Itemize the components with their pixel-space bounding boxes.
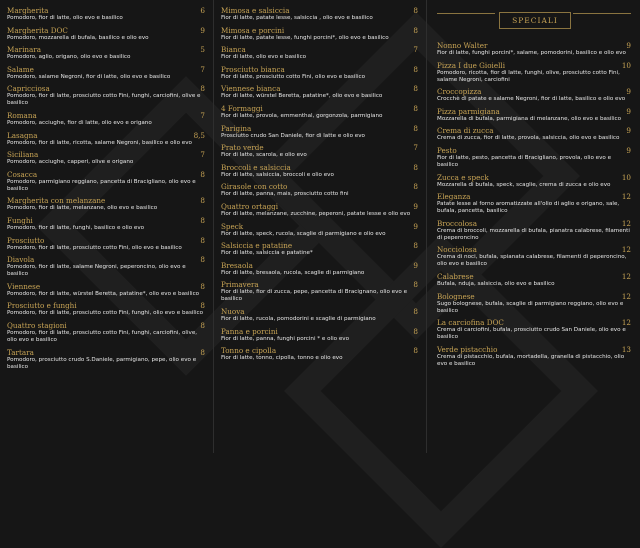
menu-item-header — [437, 318, 631, 327]
menu-item-name: Pesto — [437, 145, 457, 155]
menu-item-name: Bianca — [221, 45, 246, 55]
menu-column-2 — [213, 0, 426, 453]
menu-item-description: Fior di latte, melanzane, zucchine, peperoni, patate lesse e olio evo — [221, 210, 411, 217]
menu-item-name: Romana — [7, 110, 37, 120]
menu-item — [7, 216, 205, 232]
menu-item-description: Crema di noci, bufala, spianata calabrese, filamenti di peperoncino, olio evo e basilico — [437, 254, 627, 268]
menu-item — [437, 41, 631, 57]
menu-item-price: 8 — [413, 84, 418, 94]
menu-item — [437, 61, 631, 84]
menu-item-name: La carciofina DOC — [437, 318, 504, 328]
menu-item-description: Fior di latte, olio evo e basilico — [221, 54, 307, 61]
menu-item-header — [7, 45, 205, 54]
menu-item — [221, 143, 418, 159]
menu-item-description: Crema di pistacchio, bufala, mortadella, granella di pistacchio, olio evo e basilico — [437, 353, 625, 367]
menu-item-price: 9 — [626, 87, 631, 97]
menu-item-header — [437, 126, 631, 135]
menu-item-name: Panna e porcini — [221, 326, 278, 336]
menu-item-price: 9 — [413, 221, 418, 231]
menu-item-price: 7 — [200, 150, 205, 160]
menu-item-price: 8 — [413, 162, 418, 172]
menu-item-price: 9 — [413, 201, 418, 211]
menu-item-description: Pomodoro, aglio, origano, olio evo e basilico — [7, 54, 131, 61]
menu-item-price: 9 — [626, 126, 631, 136]
menu-item — [437, 173, 631, 189]
menu-item-description: Pomodoro, fior di latte, prosciutto cotto Fini, funghi, olio evo e basilico — [7, 310, 204, 317]
menu-item-price: 8,5 — [193, 130, 205, 140]
menu-item — [437, 87, 631, 103]
menu-item — [437, 245, 631, 268]
menu-item-header — [221, 65, 418, 74]
menu-item-price: 7 — [200, 64, 205, 74]
menu-item-price: 8 — [413, 64, 418, 74]
menu-item — [7, 301, 205, 317]
specials-line-left — [437, 13, 495, 14]
menu-item — [221, 6, 418, 22]
menu-item-price: 12 — [621, 218, 631, 228]
menu-item-price: 8 — [413, 280, 418, 290]
menu-item-description: Fior di latte, pesto, pancetta di Bracigliano, provola, olio evo e basilico — [437, 154, 612, 168]
menu-item-header — [7, 131, 205, 140]
menu-item-name: Lasagna — [7, 130, 38, 140]
menu-item-name: Broccolosa — [437, 218, 478, 228]
menu-item — [221, 84, 418, 100]
menu-item-price: 12 — [621, 291, 631, 301]
menu-item-name: Bolognese — [437, 291, 475, 301]
menu-item-header — [7, 150, 205, 159]
menu-item-name: Margherita con melanzane — [7, 196, 106, 206]
menu-item-header — [221, 143, 418, 152]
menu-item-header — [221, 280, 418, 289]
menu-item-description: Crema di broccoli, mozzarella di bufala, pianatra calabrese, filamenti di peperoncino — [437, 227, 630, 241]
menu-item — [7, 348, 205, 371]
menu-item-price: 9 — [626, 145, 631, 155]
menu-item-header — [7, 282, 205, 291]
menu-item-name: Mimosa e salsiccia — [221, 6, 290, 15]
menu-item-price: 8 — [413, 182, 418, 192]
menu-item — [437, 272, 631, 288]
specials-title: SPECIALI — [512, 16, 558, 25]
menu-item-price: 8 — [200, 169, 205, 179]
menu-item — [7, 255, 205, 278]
menu-item-name: Prato verde — [221, 143, 264, 153]
menu-item-header — [221, 6, 418, 15]
menu-item-price: 5 — [200, 45, 205, 55]
menu-item-price: 8 — [200, 215, 205, 225]
menu-item-name: Salame — [7, 64, 34, 74]
menu-item-name: Croccopizza — [437, 87, 482, 97]
menu-item-price: 12 — [621, 192, 631, 202]
menu-item-name: Tonno e cipolla — [221, 346, 277, 356]
menu-item-name: Nuova — [221, 306, 245, 316]
menu-item — [7, 150, 205, 166]
menu-item-header — [7, 216, 205, 225]
menu-item-price: 6 — [200, 6, 205, 15]
menu-item-description: Pomodoro, mozzarella di bufala, basilico e olio evo — [7, 34, 149, 41]
menu-item-name: Pizza parmigiana — [437, 106, 500, 116]
menu-item-header — [7, 6, 205, 15]
menu-item-header — [7, 321, 205, 330]
menu-item-name: Tartara — [7, 347, 34, 357]
menu-item-description: Pomodoro, prosciutto crudo S.Daniele, parmigiano, pepe, olio evo e basilico — [7, 356, 197, 370]
menu-item — [7, 111, 205, 127]
menu-item — [7, 26, 205, 42]
menu-item-price: 9 — [626, 106, 631, 116]
menu-item-name: Diavola — [7, 255, 35, 265]
menu-item-price: 9 — [200, 25, 205, 35]
menu-item-name: Prosciutto e funghi — [7, 301, 77, 311]
menu-item — [221, 104, 418, 120]
menu-item-price: 8 — [200, 235, 205, 245]
menu-item — [221, 222, 418, 238]
menu-item-price: 8 — [413, 326, 418, 336]
menu-item-name: Nocciolosa — [437, 245, 477, 255]
menu-item-description: Fior di latte, scarola, e olio evo — [221, 152, 307, 159]
menu-item — [437, 192, 631, 215]
menu-item-header — [221, 84, 418, 93]
menu-item-header — [7, 84, 205, 93]
menu-item-header — [7, 65, 205, 74]
menu-item-price: 12 — [621, 245, 631, 255]
menu-item-price: 10 — [621, 60, 631, 70]
menu-item-name: Cosacca — [7, 169, 38, 179]
menu-item — [221, 65, 418, 81]
menu-item-description: Crema di zucca, fior di latte, provola, salsiccia, olio evo e basilico — [437, 135, 620, 142]
menu-item-name: Parigina — [221, 123, 252, 133]
menu-item-description: Fior di latte, würstel Beretta, patatine*, olio evo e basilico — [221, 93, 383, 100]
menu-item-name: Viennese — [7, 281, 41, 291]
menu-item-header — [437, 272, 631, 281]
menu-item-header — [7, 170, 205, 179]
menu-item — [221, 241, 418, 257]
menu-item-description: Crema di carciofini, bufala, prosciutto crudo San Daniele, olio evo e basilico — [437, 327, 626, 341]
menu-item-header — [221, 261, 418, 270]
menu-item-header — [437, 219, 631, 228]
menu-item-description: Patate lesse al forno aromatizzate all'olio di aglio e origano, sale, bufala, pancetta, basilico — [437, 201, 620, 215]
menu-item-header — [221, 124, 418, 133]
menu-item-name: Prosciutto — [7, 235, 45, 245]
menu-item-description: Pomodoro, fior di latte, olio evo e basilico — [7, 15, 123, 21]
menu-item — [221, 261, 418, 277]
menu-column-specials — [426, 0, 639, 453]
menu-item-name: Marinara — [7, 45, 42, 55]
menu-item-header — [7, 348, 205, 357]
menu-item-name: Girasole con cotto — [221, 182, 288, 192]
menu-item-description: Fior di latte, patate lesse, funghi porcini*, olio evo e basilico — [221, 34, 389, 41]
menu-item-name: Quattro ortaggi — [221, 201, 279, 211]
menu-item-name: Primavera — [221, 280, 259, 290]
menu-item-price: 8 — [413, 306, 418, 316]
menu-item — [221, 45, 418, 61]
menu-item — [437, 107, 631, 123]
menu-item — [221, 163, 418, 179]
menu-item-description: Pomodoro, fior di latte, funghi, basilico e olio evo — [7, 224, 145, 231]
menu-item-name: Pizza I due Gioielli — [437, 60, 505, 70]
menu-item-header — [437, 87, 631, 96]
menu-item-price: 7 — [413, 45, 418, 55]
menu-item-description: Fior di latte, panna, mais, prosciutto cotto fini — [221, 191, 349, 198]
menu-item-price: 12 — [621, 271, 631, 281]
menu-item-name: Prosciutto bianca — [221, 64, 285, 74]
menu-item — [437, 219, 631, 242]
menu-item-price: 8 — [200, 281, 205, 291]
menu-item-header — [7, 301, 205, 310]
menu-item-price: 8 — [413, 346, 418, 356]
menu-item-description: Fior di latte, tonno, cipolla, tonno e olio evo — [221, 355, 343, 362]
menu-item-description: Mozzarella di bufala, parmigiana di melanzane, olio evo e basilico — [437, 115, 622, 122]
menu-item-header — [437, 61, 631, 70]
menu-item — [221, 182, 418, 198]
menu-item — [221, 124, 418, 140]
menu-item-name: Broccoli e salsiccia — [221, 162, 291, 172]
menu-item-price: 9 — [626, 41, 631, 50]
menu-item-description: Mozzarella di bufala, speck, scaglie, crema di zucca e olio evo — [437, 181, 611, 188]
menu-item-name: Eleganza — [437, 192, 471, 202]
menu-item-description: Pomodoro, fior di latte, salame Negroni, peperoncino, olio evo e basilico — [7, 264, 186, 278]
menu-item-header — [7, 26, 205, 35]
menu-item — [7, 45, 205, 61]
menu-item-header — [221, 346, 418, 355]
menu-item-header — [437, 173, 631, 182]
menu-item-name: Calabrese — [437, 271, 474, 281]
menu-item-price: 7 — [200, 110, 205, 120]
menu-item-description: Pomodoro, acciughe, fior di latte, olio evo e origano — [7, 119, 152, 126]
menu-item-header — [221, 222, 418, 231]
menu-item — [7, 6, 205, 22]
menu-item — [7, 282, 205, 298]
menu-item-header — [221, 163, 418, 172]
menu-item-header — [221, 202, 418, 211]
menu-item-header — [437, 245, 631, 254]
menu-item-description: Fior di latte, salsiccia e patatine* — [221, 250, 313, 257]
menu-item-price: 8 — [413, 103, 418, 113]
menu-item-name: 4 Formaggi — [221, 103, 263, 113]
menu-item-header — [7, 255, 205, 264]
menu-item-description: Pomodoro, fior di latte, prosciutto cotto Fini, funghi, carciofini, olive e basilico — [7, 93, 201, 107]
menu-item — [221, 327, 418, 343]
menu-item — [437, 318, 631, 341]
menu-item-description: Pomodoro, fior di latte, prosciutto cotto Fini, funghi, carciofini, olive, olio evo e basilico — [7, 329, 198, 343]
menu-item-name: Mimosa e porcini — [221, 25, 285, 35]
menu-item — [7, 170, 205, 193]
menu-item-header — [221, 327, 418, 336]
menu-item-name: Margherita DOC — [7, 25, 68, 35]
menu-item-description: Crocchè di patate e salame Negroni, fior di latte, basilico e olio evo — [437, 96, 626, 103]
menu-item-price: 8 — [413, 241, 418, 251]
menu-item — [7, 236, 205, 252]
menu-column-1 — [0, 0, 213, 453]
menu-item-header — [437, 41, 631, 50]
menu-item — [221, 202, 418, 218]
menu-item — [7, 84, 205, 107]
menu-item-header — [7, 236, 205, 245]
menu-item-name: Verde pistacchio — [437, 344, 498, 354]
menu-item-header — [221, 182, 418, 191]
menu-item-name: Bresaola — [221, 260, 253, 270]
menu-item — [7, 196, 205, 212]
menu-item-description: Fior di latte, provola, emmenthal, gorgonzola, parmigiano — [221, 112, 383, 119]
menu-item-description: Pomodoro, fior di latte, prosciutto cotto Fini, olio evo e basilico — [7, 244, 182, 251]
menu-item — [221, 26, 418, 42]
menu-item-header — [7, 111, 205, 120]
specials-line-right — [573, 13, 631, 14]
menu-item — [437, 292, 631, 315]
menu-item-header — [437, 192, 631, 201]
menu-item-price: 13 — [621, 344, 631, 354]
menu-item-description: Fior di latte, salsiccia, broccoli e olio evo — [221, 171, 334, 178]
menu-item-name: Crema di zucca — [437, 126, 494, 136]
menu-item-name: Salsiccia e patatine — [221, 241, 293, 251]
menu-item-header — [221, 45, 418, 54]
menu-item-description: Pomodoro, ricotta, fior di latte, funghi, olive, prosciutto cotto Fini, salame Negroni, carciofini — [437, 69, 620, 83]
menu-item-price: 8 — [413, 6, 418, 15]
menu-item-price: 8 — [200, 301, 205, 311]
menu-item-price: 9 — [413, 260, 418, 270]
menu-item-price: 8 — [413, 25, 418, 35]
menu-item-price: 8 — [200, 84, 205, 94]
menu-item-name: Capricciosa — [7, 84, 50, 94]
menu-item-price: 8 — [200, 320, 205, 330]
menu-item-description: Pomodoro, parmigiano reggiano, pancetta di Bracigliano, olio evo e basilico — [7, 178, 196, 192]
menu-item-price: 8 — [200, 196, 205, 206]
menu-item-header — [221, 307, 418, 316]
menu-item-description: Fior di latte, prosciutto cotto Fini, olio evo e basilico — [221, 73, 365, 80]
menu-item — [437, 345, 631, 368]
menu-item — [437, 146, 631, 169]
menu-item-price: 7 — [413, 143, 418, 153]
menu-item-description: Pomodoro, fior di latte, ricotta, salame Negroni, basilico e olio evo — [7, 139, 192, 146]
menu-item-description: Fior di latte, rucola, pomodorini e scaglie di parmigiano — [221, 315, 376, 322]
menu-item-header — [221, 241, 418, 250]
menu-item-description: Pomodoro, acciughe, capperi, olive e origano — [7, 159, 134, 166]
menu-item-price: 10 — [621, 172, 631, 182]
menu-item-header — [221, 104, 418, 113]
menu-item-name: Speck — [221, 221, 244, 231]
menu-item — [437, 126, 631, 142]
menu-item-price: 8 — [200, 347, 205, 357]
menu-item-description: Bufala, nduja, salsiccia, olio evo e basilico — [437, 280, 555, 287]
menu-item-description: Pomodoro, fior di latte, melanzane, olio evo e basilico — [7, 205, 158, 212]
menu-item-name: Zucca e speck — [437, 172, 489, 182]
menu-item — [7, 321, 205, 344]
specials-header — [499, 12, 571, 29]
menu-item-description: Prosciutto crudo San Daniele, fior di latte e olio evo — [221, 132, 365, 139]
menu-item-description: Fior di latte, patate lesse, salsiccia , olio evo e basilico — [221, 15, 373, 21]
menu-item-price: 8 — [413, 123, 418, 133]
menu-item-price: 12 — [621, 318, 631, 328]
menu-item-description: Fior di latte, fior di zucca, pepe, pancetta di Bracignano, olio evo e basilico — [221, 289, 408, 303]
menu-item — [221, 280, 418, 303]
menu-item-description: Fior di latte, panna, funghi porcini * e olio evo — [221, 335, 350, 342]
menu-item — [221, 307, 418, 323]
menu-item-description: Pomodoro, fior di latte, würstel Beretta, patatine*, olio evo e basilico — [7, 290, 200, 297]
menu-item-header — [7, 196, 205, 205]
menu-item-name: Siciliana — [7, 150, 39, 160]
menu-item-name: Margherita — [7, 6, 49, 15]
menu-item-name: Funghi — [7, 215, 33, 225]
menu-item-name: Nonno Walter — [437, 41, 488, 50]
menu-item-description: Fior di latte, speck, rucola, scaglie di parmigiano e olio evo — [221, 230, 386, 237]
menu-item-price: 8 — [200, 255, 205, 265]
menu-item-name: Quattro stagioni — [7, 320, 67, 330]
menu-item-header — [221, 26, 418, 35]
menu-item — [7, 131, 205, 147]
menu-item — [221, 346, 418, 362]
menu-item-description: Fior di latte, bresaola, rucola, scaglie di parmigiano — [221, 269, 365, 276]
menu-item-header — [437, 292, 631, 301]
menu-item-header — [437, 146, 631, 155]
menu-item-description: Fior di latte, funghi porcini*, salame, pomodorini, basilico e olio evo — [437, 50, 626, 56]
menu-item-header — [437, 107, 631, 116]
menu-item-name: Viennese bianca — [221, 84, 281, 94]
menu-item-header — [437, 345, 631, 354]
menu-item — [7, 65, 205, 81]
menu-item-description: Pomodoro, salame Negroni, fior di latte, olio evo e basilico — [7, 73, 171, 80]
menu-item-description: Sugo bolognese, bufala, scaglie di parmigiano reggiano, olio evo e basilico — [437, 300, 624, 314]
